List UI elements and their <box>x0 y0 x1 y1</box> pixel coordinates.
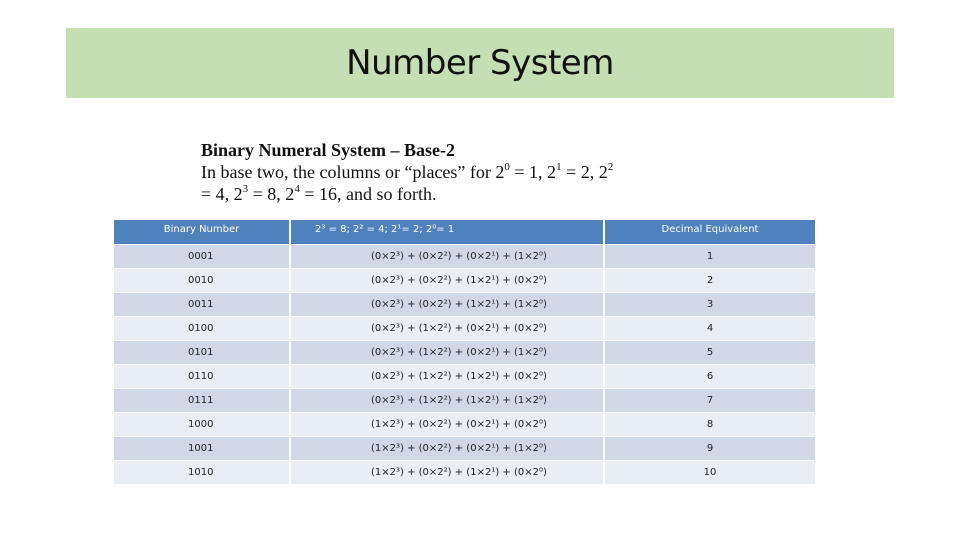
table-row <box>114 292 815 316</box>
expansion-cell: (1×2³) + (0×2²) + (0×2¹) + (1×2⁰) <box>290 436 604 460</box>
expansion-cell: (0×2³) + (1×2²) + (0×2¹) + (1×2⁰) <box>290 340 604 364</box>
header-place-values: 2³ = 8; 2² = 4; 2¹= 2; 2⁰= 1 <box>290 220 604 244</box>
binary-cell: 0010 <box>114 268 290 292</box>
expansion-cell: (0×2³) + (1×2²) + (1×2¹) + (0×2⁰) <box>290 364 604 388</box>
decimal-cell: 3 <box>604 292 815 316</box>
table-row <box>114 436 815 460</box>
table-row <box>114 340 815 364</box>
superscript: 3 <box>242 183 249 195</box>
decimal-cell: 2 <box>604 268 815 292</box>
superscript: 4 <box>294 183 300 195</box>
intro-text <box>201 139 681 205</box>
intro-text-1c: = 2, 2 <box>561 162 608 182</box>
intro-text-1a: In base two, the columns or “places” for 2 <box>201 162 505 182</box>
binary-conversion-table <box>114 220 815 484</box>
superscript: 1 <box>556 161 562 173</box>
expansion-cell: (1×2³) + (0×2²) + (1×2¹) + (0×2⁰) <box>290 460 604 484</box>
table-row <box>114 268 815 292</box>
intro-line-2 <box>201 183 681 205</box>
decimal-cell: 8 <box>604 412 815 436</box>
expansion-cell: (0×2³) + (0×2²) + (1×2¹) + (0×2⁰) <box>290 268 604 292</box>
binary-cell: 1001 <box>114 436 290 460</box>
binary-cell: 1010 <box>114 460 290 484</box>
intro-text-2c: = 16, and so forth. <box>299 184 437 204</box>
table-header-row <box>114 220 815 244</box>
binary-cell: 0100 <box>114 316 290 340</box>
intro-line-1 <box>201 161 681 183</box>
intro-text-2b: = 8, 2 <box>248 184 295 204</box>
expansion-cell: (0×2³) + (1×2²) + (1×2¹) + (1×2⁰) <box>290 388 604 412</box>
binary-cell: 0101 <box>114 340 290 364</box>
superscript: 0 <box>504 161 510 173</box>
title-band <box>66 28 894 98</box>
table-row <box>114 244 815 268</box>
table-row <box>114 364 815 388</box>
intro-text-1b: = 1, 2 <box>509 162 557 182</box>
binary-cell: 1000 <box>114 412 290 436</box>
decimal-cell: 10 <box>604 460 815 484</box>
expansion-cell: (0×2³) + (1×2²) + (0×2¹) + (0×2⁰) <box>290 316 604 340</box>
intro-heading: Binary Numeral System – Base-2 <box>201 140 455 160</box>
decimal-cell: 1 <box>604 244 815 268</box>
decimal-cell: 6 <box>604 364 815 388</box>
decimal-cell: 9 <box>604 436 815 460</box>
table-row <box>114 388 815 412</box>
decimal-cell: 5 <box>604 340 815 364</box>
expansion-cell: (0×2³) + (0×2²) + (0×2¹) + (1×2⁰) <box>290 244 604 268</box>
header-decimal-equivalent: Decimal Equivalent <box>604 220 815 244</box>
expansion-cell: (1×2³) + (0×2²) + (0×2¹) + (0×2⁰) <box>290 412 604 436</box>
table-body <box>114 244 815 484</box>
decimal-cell: 4 <box>604 316 815 340</box>
decimal-cell: 7 <box>604 388 815 412</box>
table-row <box>114 412 815 436</box>
binary-cell: 0110 <box>114 364 290 388</box>
header-binary-number: Binary Number <box>114 220 290 244</box>
page-title: Number System <box>346 43 614 83</box>
binary-cell: 0011 <box>114 292 290 316</box>
binary-cell: 0001 <box>114 244 290 268</box>
intro-text-2a: = 4, 2 <box>201 184 243 204</box>
table-row <box>114 460 815 484</box>
expansion-cell: (0×2³) + (0×2²) + (1×2¹) + (1×2⁰) <box>290 292 604 316</box>
binary-cell: 0111 <box>114 388 290 412</box>
superscript: 2 <box>607 161 614 173</box>
table-row <box>114 316 815 340</box>
